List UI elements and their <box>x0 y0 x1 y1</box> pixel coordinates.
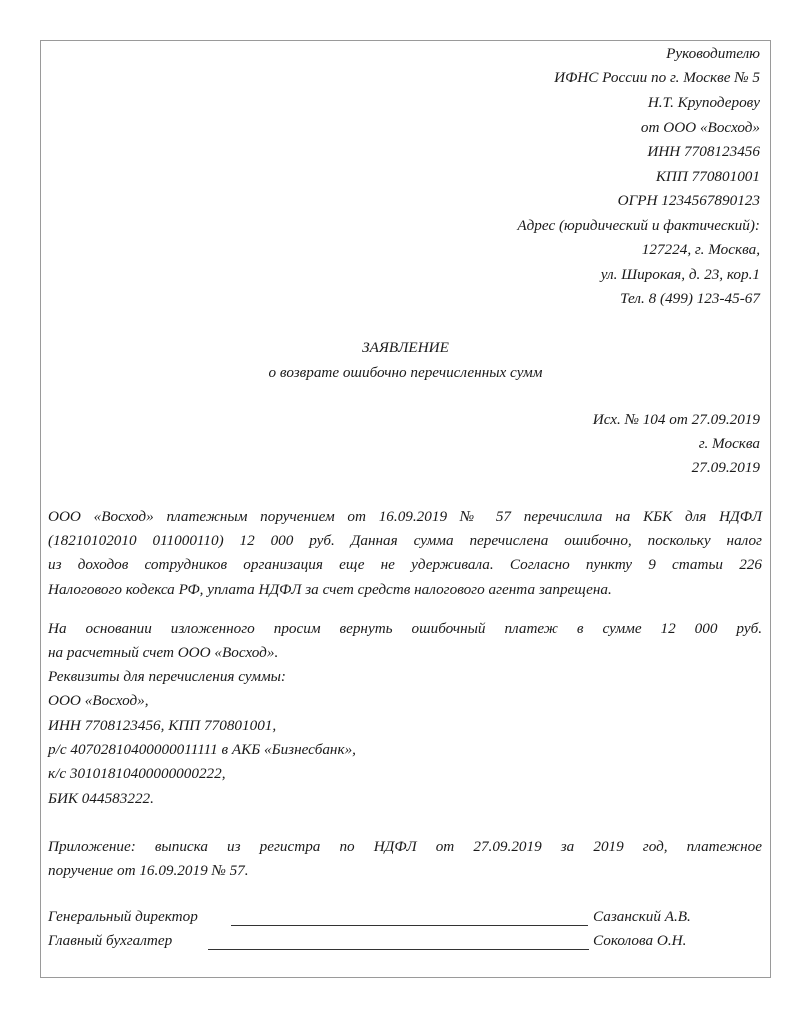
outgoing-number: Исх. № 104 от 27.09.2019 <box>592 411 760 428</box>
signature-row-director <box>48 908 768 930</box>
recipient-line: КПП 770801001 <box>655 168 760 185</box>
requisite-line: ИНН 7708123456, КПП 770801001, <box>48 717 277 734</box>
recipient-line: Н.Т. Круподерову <box>647 94 760 111</box>
document-page <box>40 40 771 978</box>
recipient-line: 127224, г. Москва, <box>641 241 760 258</box>
recipient-line: ИНН 7708123456 <box>647 143 760 160</box>
recipient-line: ОГРН 1234567890123 <box>617 192 760 209</box>
city: г. Москва <box>698 435 760 452</box>
paragraph-line: Налогового кодекса РФ, уплата НДФЛ за счет средств налогового агента запрещена. <box>48 581 612 598</box>
requisite-line: ООО «Восход», <box>48 692 149 709</box>
signature-role: Главный бухгалтер <box>48 932 173 949</box>
paragraph-line: из доходов сотрудников организация еще не удерживала. Согласно пункту 9 статьи 226 <box>48 556 762 573</box>
signature-name: Соколова О.Н. <box>593 932 687 949</box>
recipient-line: ИФНС России по г. Москве № 5 <box>554 69 760 86</box>
requisite-line: р/с 40702810400000011111 в АКБ «Бизнесбанк», <box>48 741 356 758</box>
document-title: ЗАЯВЛЕНИЕ <box>362 339 449 356</box>
document-subtitle: о возврате ошибочно перечисленных сумм <box>268 364 543 381</box>
signature-line <box>231 925 588 926</box>
requisite-line: Реквизиты для перечисления суммы: <box>48 668 286 685</box>
recipient-line: Руководителю <box>666 45 760 62</box>
attachment-line: поручение от 16.09.2019 № 57. <box>48 862 249 879</box>
signature-role: Генеральный директор <box>48 908 198 925</box>
requisite-line: БИК 044583222. <box>48 790 154 807</box>
signature-name: Сазанский А.В. <box>593 908 691 925</box>
signature-row-accountant <box>48 932 768 954</box>
requisite-line: к/с 30101810400000000222, <box>48 765 226 782</box>
paragraph-line: На основании изложенного просим вернуть ошибочный платеж в сумме 12 000 руб. <box>48 620 762 637</box>
recipient-line: Адрес (юридический и фактический): <box>517 217 760 234</box>
paragraph-line: ООО «Восход» платежным поручением от 16.09.2019 № 57 перечислила на КБК для НДФЛ <box>48 508 762 525</box>
paragraph-line: на расчетный счет ООО «Восход». <box>48 644 279 661</box>
signature-line <box>208 949 589 950</box>
recipient-line: ул. Широкая, д. 23, кор.1 <box>600 266 760 283</box>
attachment-line: Приложение: выписка из регистра по НДФЛ от 27.09.2019 за 2019 год, платежное <box>48 838 762 855</box>
recipient-line: Тел. 8 (499) 123-45-67 <box>620 290 760 307</box>
paragraph-line: (18210102010 011000110) 12 000 руб. Данная сумма перечислена ошибочно, поскольку налог <box>48 532 762 549</box>
recipient-line: от ООО «Восход» <box>640 119 760 136</box>
document-date: 27.09.2019 <box>691 459 760 476</box>
